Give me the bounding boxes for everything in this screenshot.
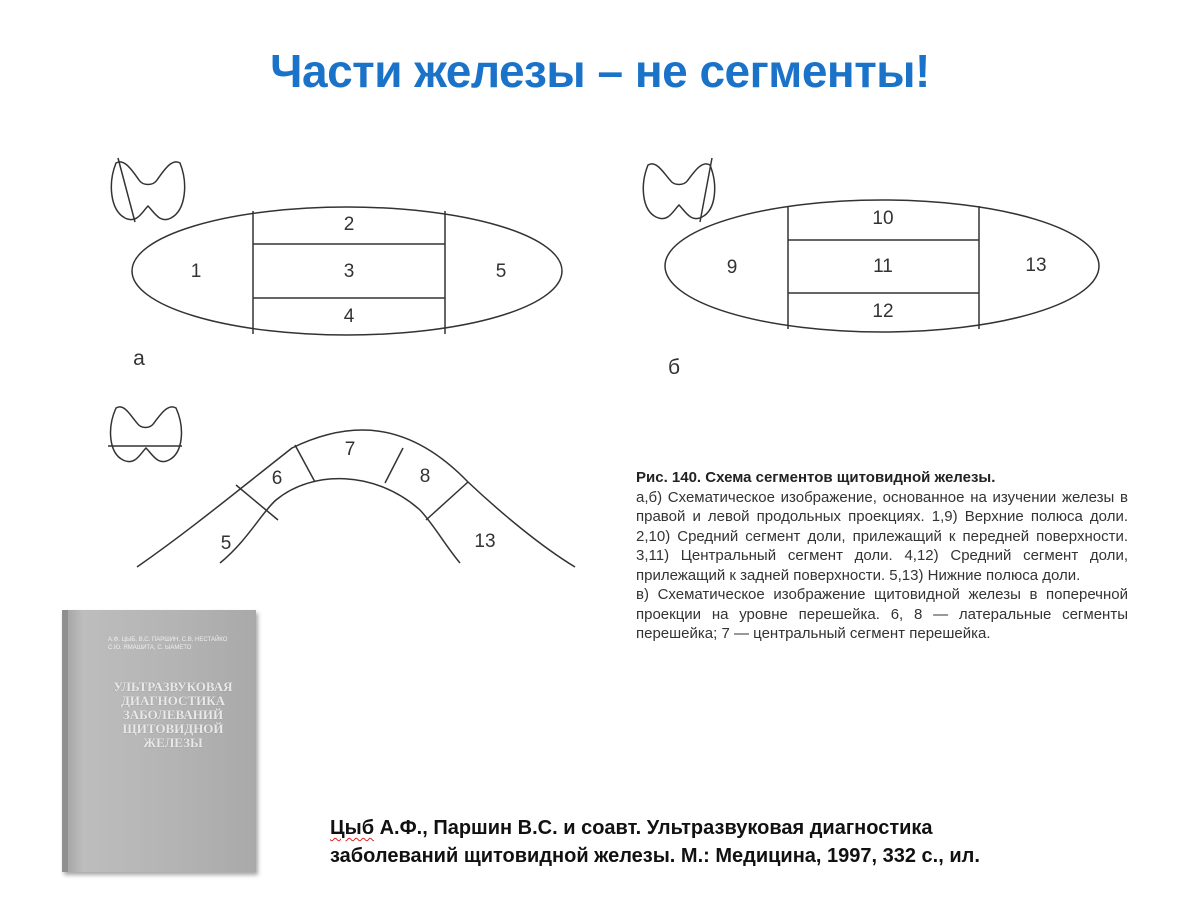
segment-label: 13	[474, 531, 496, 552]
book-cover-image	[62, 610, 256, 872]
caption-paragraph-c: в) Схематическое изображение щитовидной железы в поперечной проекции на уровне перешейка. 6, 8 — латеральные сегменты перешейка; 7 — центральный сегмент перешейка.	[636, 586, 1128, 642]
segment-label: 11	[873, 256, 893, 277]
segment-label: 6	[271, 468, 283, 489]
thyroid-icon-c	[108, 407, 182, 462]
book-title: УЛЬТРАЗВУКОВАЯ ДИАГНОСТИКА ЗАБОЛЕВАНИЙ ЩИТОВИДНОЙ ЖЕЛЕЗЫ	[113, 679, 233, 750]
figure-caption	[636, 468, 1128, 644]
book-authors-line1: А.Ф. ЦЫБ, В.С. ПАРШИН, С.В. НЕСТАЙКО	[108, 637, 228, 643]
citation-line1: А.Ф., Паршин В.С. и соавт. Ультразвуковая диагностика	[374, 817, 933, 839]
segment-label: 9	[726, 257, 738, 278]
thyroid-icon-a	[111, 158, 184, 222]
segment-label: 5	[220, 533, 232, 554]
segment-label: 10	[872, 208, 894, 229]
segment-label: 4	[343, 306, 355, 327]
segment-label: 2	[343, 214, 355, 235]
book-authors	[108, 636, 248, 652]
labels-a	[133, 214, 506, 370]
citation	[330, 814, 1130, 870]
segment-label: 1	[190, 261, 202, 282]
diagram-label-a: а	[133, 347, 145, 370]
isthmus-outer-arc	[137, 430, 575, 567]
slide-title: Части железы – не сегменты!	[270, 45, 930, 97]
segment-label: 13	[1025, 255, 1047, 276]
book-authors-line2: С.Ю. ЯМАШИТА, С. ЫАМЕТО	[108, 645, 192, 651]
segment-label: 7	[344, 439, 356, 460]
segment-label: 3	[343, 261, 355, 282]
segment-label: 12	[872, 301, 894, 322]
isthmus-inner-arc	[220, 479, 460, 563]
caption-paragraph-ab: а,б) Схематическое изображение, основанное на изучении железы в правой и левой продольных проекциях. 1,9) Верхние полюса доли. 2,10) Средний сегмент доли, прилежащий к передней поверхности. 3,11) Центральный сегмент доли. 4,12) Средний сегмент доли, прилежащий к задней поверхности. 5,13) Нижние полюса доли.	[636, 488, 1128, 584]
thyroid-icon-b	[643, 158, 714, 222]
caption-title: Рис. 140. Схема сегментов щитовидной железы.	[636, 469, 996, 486]
labels-c	[221, 439, 496, 554]
diagram-label-b: б	[667, 356, 681, 379]
citation-line2: заболеваний щитовидной железы. М.: Медицина, 1997, 332 с., ил.	[330, 845, 980, 867]
citation-author-spellcheck: Цыб	[330, 817, 375, 839]
segment-label: 5	[495, 261, 507, 282]
segment-label: 8	[419, 466, 431, 487]
